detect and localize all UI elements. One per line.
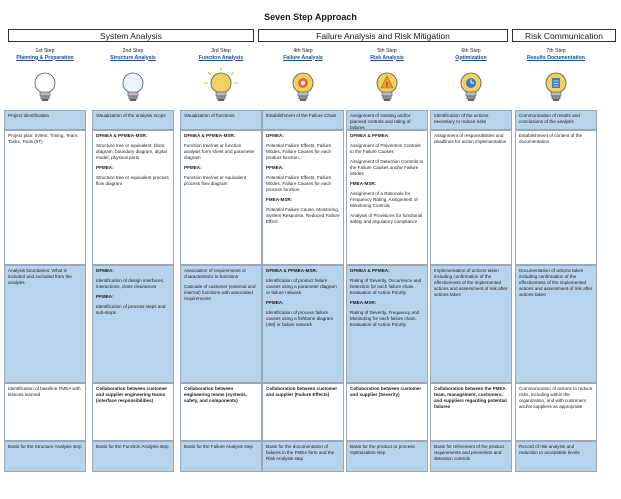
cell-purpose: Assignment of existing and/or planned controls and rating of failures <box>346 110 428 130</box>
cell-paragraph: Potential Failure Effects, Failure Modes, Failure Causes for each process function <box>266 175 332 192</box>
cell-paragraph: Project plan: InTent, Timing, Team, Tasks, Tools (5T) <box>8 133 79 144</box>
cell-paragraph: Collaboration between engineering teams (systems, safety, and components) <box>184 386 248 403</box>
cell-methods <box>515 130 597 265</box>
cell-basis: Basis for the documentation of failures in the FMEA form and the Risk Analysis step <box>262 441 344 472</box>
cell-methods <box>180 130 262 265</box>
lightbulb-icon <box>115 66 151 108</box>
cell-outputs <box>4 265 86 383</box>
cell-outputs <box>262 265 344 383</box>
cell-paragraph: Identification of process failure causes using a fishbone diagram (4M) or failure network <box>266 310 334 327</box>
step-name-link[interactable]: Optimization <box>455 54 487 61</box>
lightbulb-warning-icon <box>369 66 405 108</box>
lightbulb-clock-icon <box>453 66 489 108</box>
cell-paragraph: Analysis of Provisions for functional safety and regulatory compliance <box>350 213 423 224</box>
step-number: 5th Step <box>377 48 397 54</box>
cell-collaboration <box>515 383 597 441</box>
lightbulb-gear-icon <box>285 66 321 108</box>
cell-purpose: Identification of the actions necessary to reduce risks <box>430 110 512 130</box>
cell-paragraph: DFMEA & PFMEA: <box>350 268 390 273</box>
step-number: 3rd Step <box>211 48 231 54</box>
step-header-6 <box>431 48 511 61</box>
cell-paragraph: Cascade of customer (external and internal) functions with associated requirements <box>184 284 256 301</box>
step-header-5 <box>347 48 427 61</box>
cell-paragraph: Collaboration between customer and supplier engineering teams (interface responsibilities) <box>96 386 168 403</box>
step-number: 1st Step <box>35 48 55 54</box>
cell-paragraph: DFMEA: <box>96 268 114 273</box>
cell-paragraph: Communication of actions to reduce risks, including within the organization, and with customers and/or suppliers as appropriate <box>519 386 593 409</box>
group-risk-communication: Risk Communication <box>512 29 616 42</box>
cell-paragraph: Identification of design interfaces, interactions, close clearances <box>96 278 165 289</box>
cell-outputs <box>92 265 174 383</box>
step-column-5 <box>346 110 428 472</box>
cell-paragraph: DFMEA & PFMEA-MSR: <box>184 133 236 138</box>
cell-collaboration <box>430 383 512 441</box>
cell-paragraph: Assignment of Detection Controls to the Failure Causes and/or Failure Modes <box>350 159 424 176</box>
cell-collaboration <box>262 383 344 441</box>
cell-paragraph: FMEA-MSR: <box>350 181 377 186</box>
cell-outputs <box>346 265 428 383</box>
cell-paragraph: DFMEA & PFMEA-MSR: <box>96 133 148 138</box>
cell-paragraph: DFMEA: <box>266 133 284 138</box>
cell-paragraph: Analysis boundaries: What is included and excluded from the analysis <box>8 268 72 285</box>
step-name-link[interactable]: Structure Analysis <box>110 54 156 61</box>
group-system-analysis: System Analysis <box>8 29 254 42</box>
lightbulb-document-icon <box>538 66 574 108</box>
lightbulb-icon <box>27 66 63 108</box>
step-number: 2nd Step <box>122 48 144 54</box>
cell-paragraph: Identification of baseline FMEA with lessons learned <box>8 386 81 397</box>
cell-basis: Basis for the Structure Analysis step <box>4 441 86 472</box>
cell-paragraph: Potential Failure Cause, Monitoring, System Response, Reduced Failure Effect <box>266 207 340 224</box>
cell-paragraph: Collaboration between customer and supplier (Failure Effects) <box>266 386 338 397</box>
step-name-link[interactable]: Results Documentation <box>527 54 585 61</box>
step-column-4 <box>262 110 344 472</box>
cell-methods <box>346 130 428 265</box>
cell-paragraph: Assignment of responsibilities and deadlines for action implementation <box>434 133 507 144</box>
page-title: Seven Step Approach <box>264 12 357 22</box>
group-failure-analysis: Failure Analysis and Risk Mitigation <box>258 29 508 42</box>
cell-purpose: Visualization of functions <box>180 110 262 130</box>
cell-paragraph: DFMEA & PFMEA-MSR: <box>266 268 318 273</box>
step-number: 4th Step <box>293 48 313 54</box>
cell-methods <box>92 130 174 265</box>
cell-basis: Basis for the Function Analysis step <box>92 441 174 472</box>
step-header-2 <box>93 48 173 61</box>
cell-outputs <box>180 265 262 383</box>
step-column-2 <box>92 110 174 472</box>
cell-paragraph: Implementation of actions taken including confirmation of the effectiveness of the implemented actions and assessment of risk after actions taken <box>434 268 508 297</box>
cell-methods <box>4 130 86 265</box>
cell-methods <box>430 130 512 265</box>
cell-paragraph: Function tree/net or function analysis form sheet and parameter diagram <box>184 143 255 160</box>
cell-outputs <box>515 265 597 383</box>
cell-paragraph: Rating of Severity, Occurrence and Detection for each failure chain. Evaluation of Action Priority <box>350 278 422 295</box>
cell-paragraph: PFMEA: <box>266 300 284 305</box>
cell-purpose: Establishment of the Failure Chain <box>262 110 344 130</box>
cell-basis: Record of risk analysis and reduction to acceptable levels <box>515 441 597 472</box>
cell-purpose: Project identification <box>4 110 86 130</box>
cell-paragraph: Assignment of a Rationale for Frequency Rating. Assignment of Monitoring Controls <box>350 191 418 208</box>
cell-paragraph: FMEA-MSR: <box>350 300 377 305</box>
cell-paragraph: Establishment of content of the documentation <box>519 133 583 144</box>
cell-methods <box>262 130 344 265</box>
cell-paragraph: Assignment of Prevention Controls to the Failure Causes <box>350 143 421 154</box>
step-column-1 <box>4 110 86 472</box>
step-name-link[interactable]: Failure Analysis <box>283 54 323 61</box>
step-header-4 <box>263 48 343 61</box>
cell-paragraph: Rating of Severity, Frequency and Monitoring for each failure chain. Evaluation of Action Priority <box>350 310 420 327</box>
cell-collaboration <box>92 383 174 441</box>
cell-paragraph: PFMEA: <box>184 165 202 170</box>
cell-collaboration <box>4 383 86 441</box>
cell-paragraph: DFMEA & PFMEA: <box>350 133 390 138</box>
svg-text:!: ! <box>386 82 388 89</box>
cell-paragraph: PFMEA: <box>266 165 284 170</box>
step-header-1 <box>5 48 85 61</box>
cell-basis: Basis for the product or process Optimization step <box>346 441 428 472</box>
cell-paragraph: Structure tree or equivalent: block diagram, boundary diagram, digital model, physical parts <box>96 143 167 160</box>
step-column-6 <box>430 110 512 472</box>
step-header-3 <box>181 48 261 61</box>
cell-paragraph: Function tree/net or equivalent process flow diagram <box>184 175 247 186</box>
cell-paragraph: Identification of product failure causes using a parameter diagram or failure network <box>266 278 337 295</box>
step-number: 7th Step <box>546 48 566 54</box>
cell-basis: Basis for the Failure Analysis step <box>180 441 262 472</box>
cell-paragraph: Potential Failure Effects, Failure Modes, Failure Causes for each product function. <box>266 143 332 160</box>
cell-paragraph: PFMEA: <box>96 165 114 170</box>
cell-paragraph: Identification of process steps and sub-steps <box>96 304 166 315</box>
cell-purpose: Visualization of the analysis scope <box>92 110 174 130</box>
cell-purpose: Communication of results and conclusions of the analysis <box>515 110 597 130</box>
cell-paragraph: Collaboration between the FMEA team, management, customers, and suppliers regarding potential failures <box>434 386 507 409</box>
cell-paragraph: Documentation of actions taken including confirmation of the effectiveness of the implemented actions and assessment of risk after actions taken <box>519 268 593 297</box>
lightbulb-rays-icon <box>203 66 239 108</box>
cell-paragraph: PFMEA: <box>96 294 114 299</box>
cell-outputs <box>430 265 512 383</box>
cell-paragraph: Structure tree or equivalent process flow diagram <box>96 175 169 186</box>
cell-collaboration <box>180 383 262 441</box>
step-name-link[interactable]: Planning & Preparation <box>16 54 74 61</box>
step-number: 6th Step <box>461 48 481 54</box>
step-column-7 <box>515 110 597 472</box>
cell-collaboration <box>346 383 428 441</box>
cell-paragraph: FMEA-MSR: <box>266 197 293 202</box>
step-column-3 <box>180 110 262 472</box>
cell-paragraph: Collaboration between customer and supplier (Severity) <box>350 386 422 397</box>
step-name-link[interactable]: Risk Analysis <box>370 54 404 61</box>
cell-paragraph: Association of requirements or characteristics to functions <box>184 268 247 279</box>
step-header-7 <box>516 48 596 61</box>
step-name-link[interactable]: Function Analysis <box>198 54 244 61</box>
cell-basis: Basis for refinement of the product requirements and prevention and detection controls <box>430 441 512 472</box>
